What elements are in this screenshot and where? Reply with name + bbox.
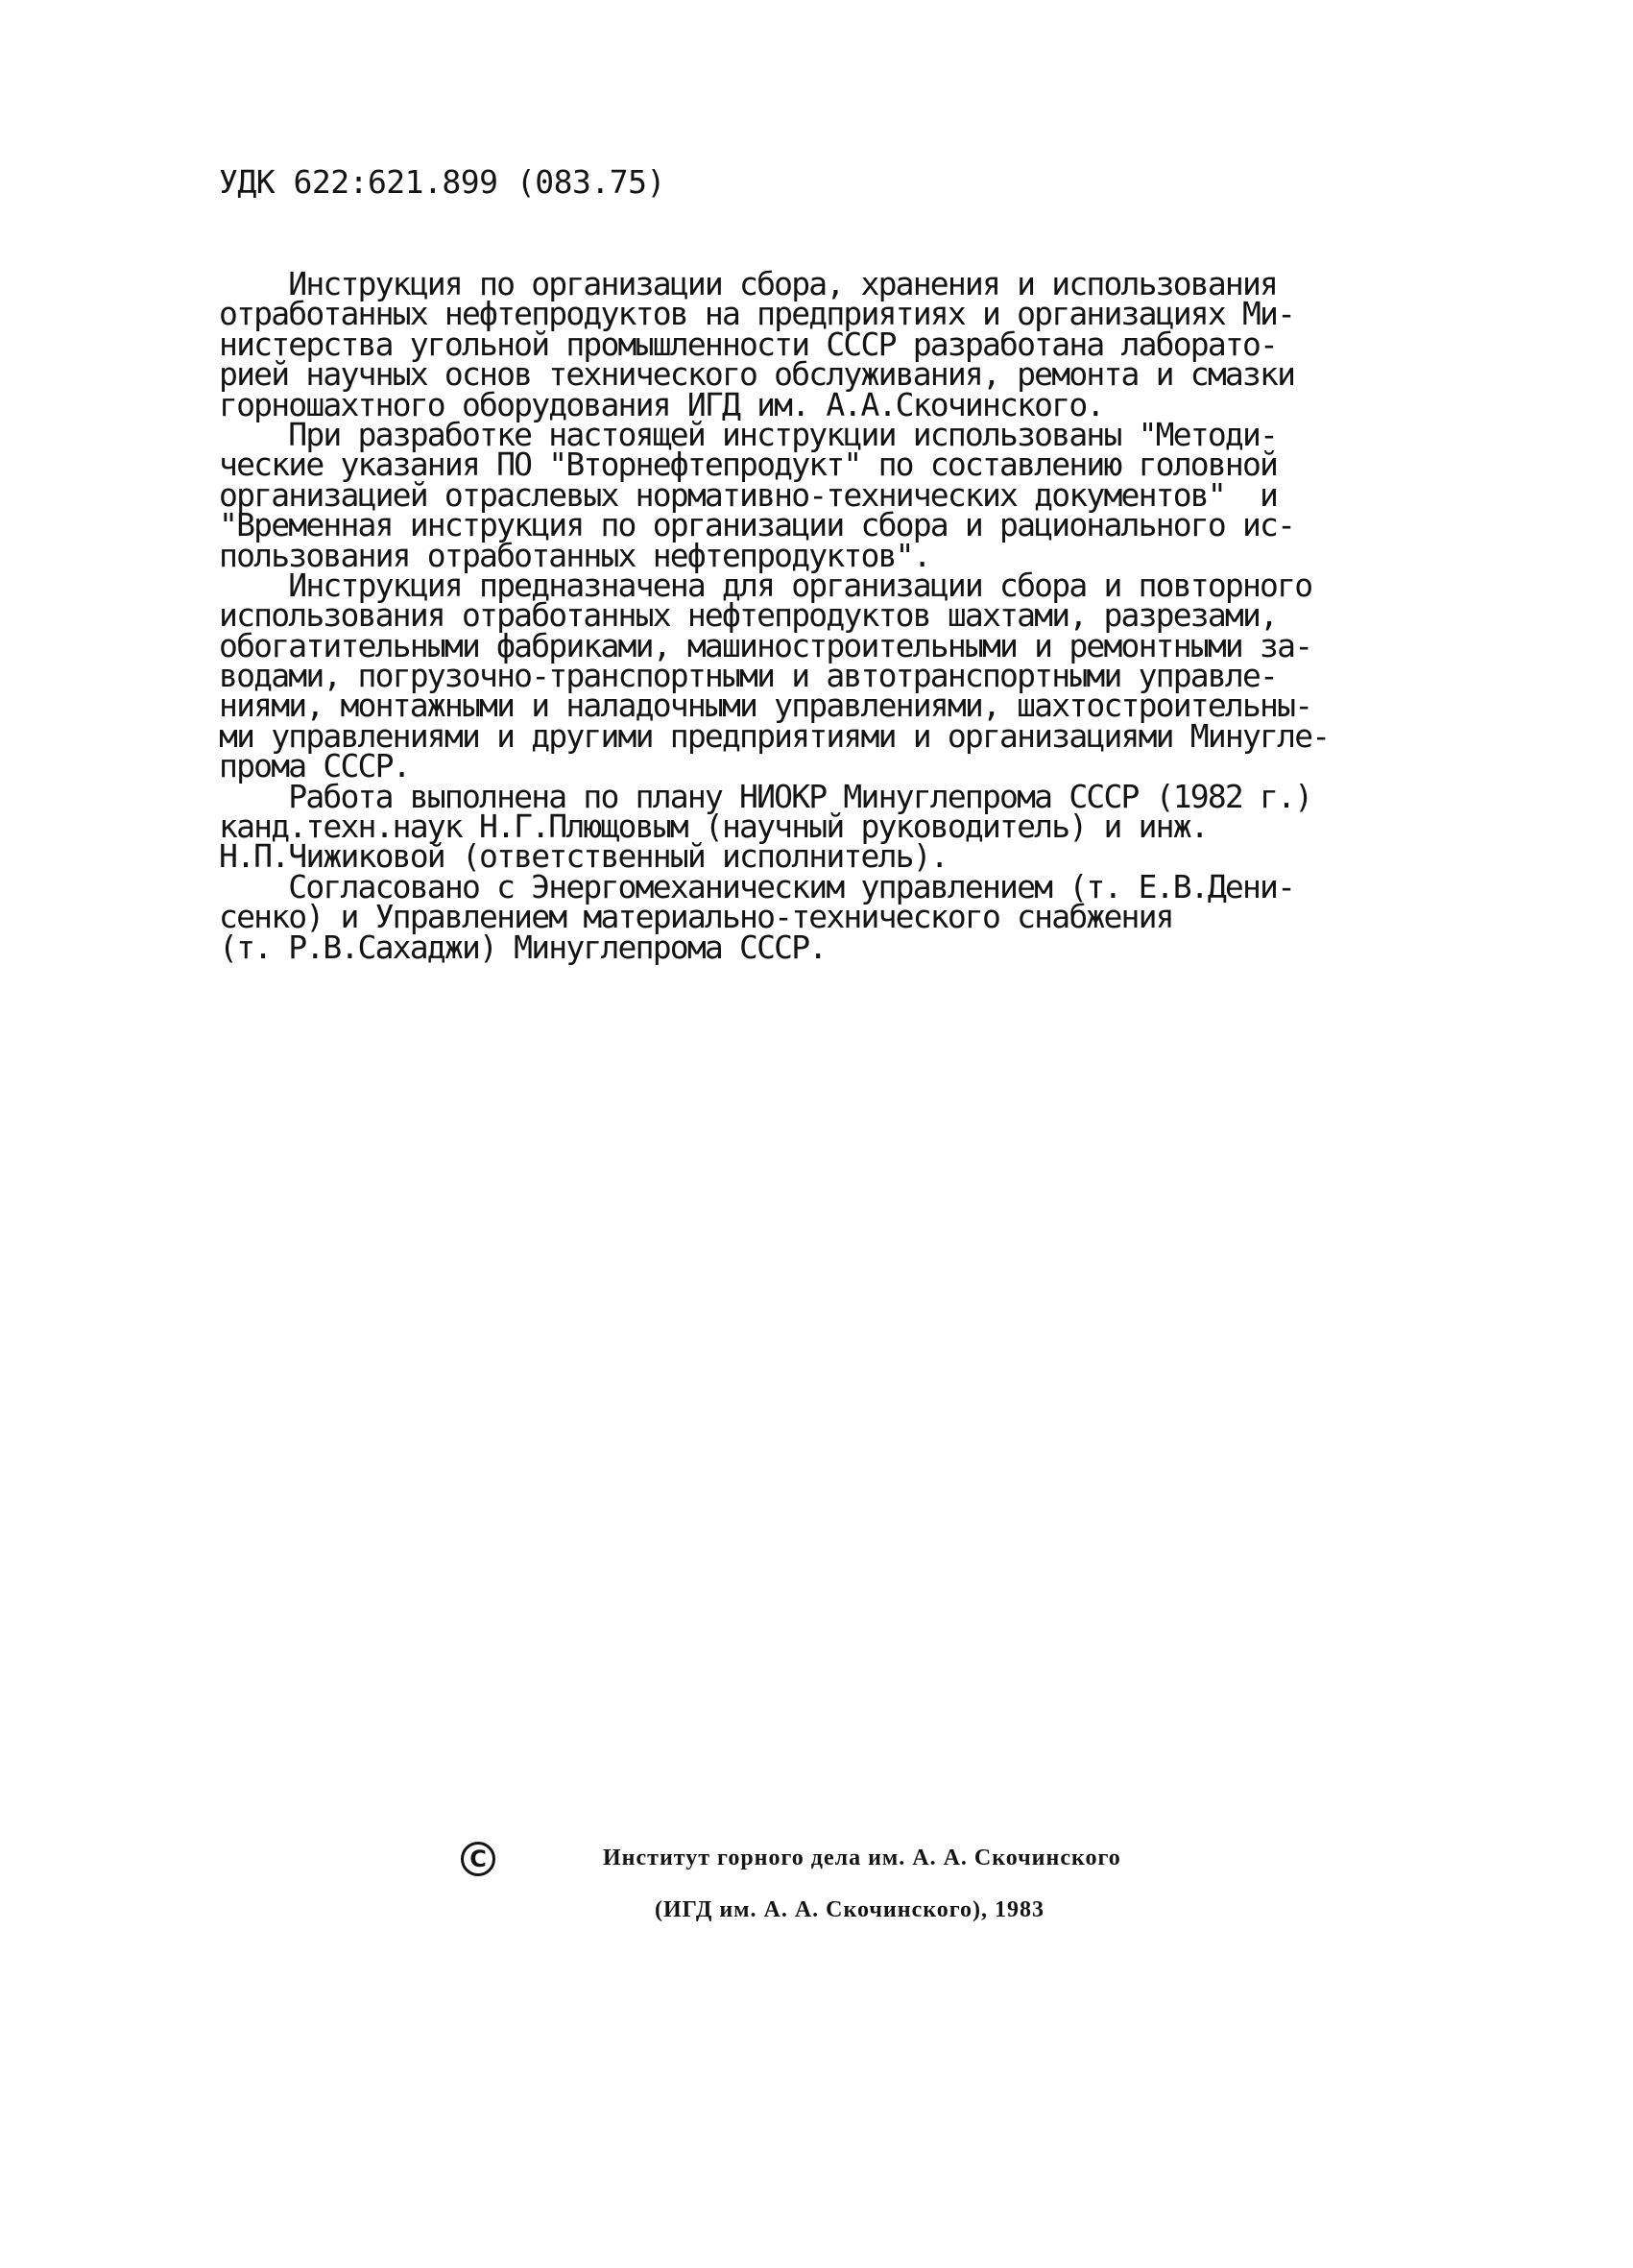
- body-line: рией научных основ технического обслуживания, ремонта и смазки: [219, 355, 1295, 394]
- institute-name: Институт горного дела им. А. А. Скочинского: [603, 1846, 1121, 1870]
- institute-short-name: (ИГД им. А. А. Скочинского), 1983: [655, 1897, 1045, 1922]
- body-line: водами, погрузочно-транспортными и автотранспортными управле-: [219, 657, 1278, 695]
- body-line: При разработке настоящей инструкции использованы "Методи-: [219, 415, 1278, 453]
- body-line: канд.техн.наук Н.Г.Плющовым (научный руководитель) и инж.: [219, 808, 1208, 846]
- body-line: ми управлениями и другими предприятиями и организациями Минугле-: [219, 716, 1330, 755]
- body-line: Инструкция предназначена для организации сбора и повторного: [219, 566, 1312, 604]
- body-line: использования отработанных нефтепродуктов шахтами, разрезами,: [219, 596, 1278, 635]
- body-line: "Временная инструкция по организации сбора и рационального ис-: [219, 506, 1295, 544]
- body-line: горношахтного оборудования ИГД им. А.А.Скочинского.: [219, 385, 1104, 423]
- body-line: нистерства угольной промышленности СССР разработана лаборато-: [219, 325, 1278, 363]
- body-line: организацией отраслевых нормативно-технических документов" и: [219, 475, 1278, 514]
- body-line: ниями, монтажными и наладочными управлениями, шахтостроительны-: [219, 687, 1312, 725]
- body-line: (т. Р.В.Сахаджи) Минуглепрома СССР.: [219, 928, 827, 966]
- udk-code: УДК 622:621.899 (083.75): [219, 163, 665, 201]
- body-line: Работа выполнена по плану НИОКР Минуглепрома СССР (1982 г.): [219, 777, 1312, 815]
- body-line: пользования отработанных нефтепродуктов".: [219, 536, 930, 574]
- body-line: обогатительными фабриками, машиностроительными и ремонтными за-: [219, 626, 1312, 664]
- document-body: [219, 265, 1467, 966]
- copyright-icon: C: [461, 1842, 495, 1876]
- body-line: Инструкция по организации сбора, хранения и использования: [219, 265, 1278, 302]
- body-line: Н.П.Чижиковой (ответственный исполнитель).: [219, 837, 948, 876]
- body-line: сенко) и Управлением материально-технического снабжения: [219, 898, 1173, 936]
- body-line: ческие указания ПО "Вторнефтепродукт" по составлению головной: [219, 446, 1278, 484]
- body-line: прома СССР.: [219, 747, 410, 785]
- copyright-footer: [461, 1842, 1229, 1957]
- body-line: Согласовано с Энергомеханическим управлением (т. Е.В.Дени-: [219, 867, 1295, 905]
- body-line: отработанных нефтепродуктов на предприятиях и организациях Ми-: [219, 295, 1295, 333]
